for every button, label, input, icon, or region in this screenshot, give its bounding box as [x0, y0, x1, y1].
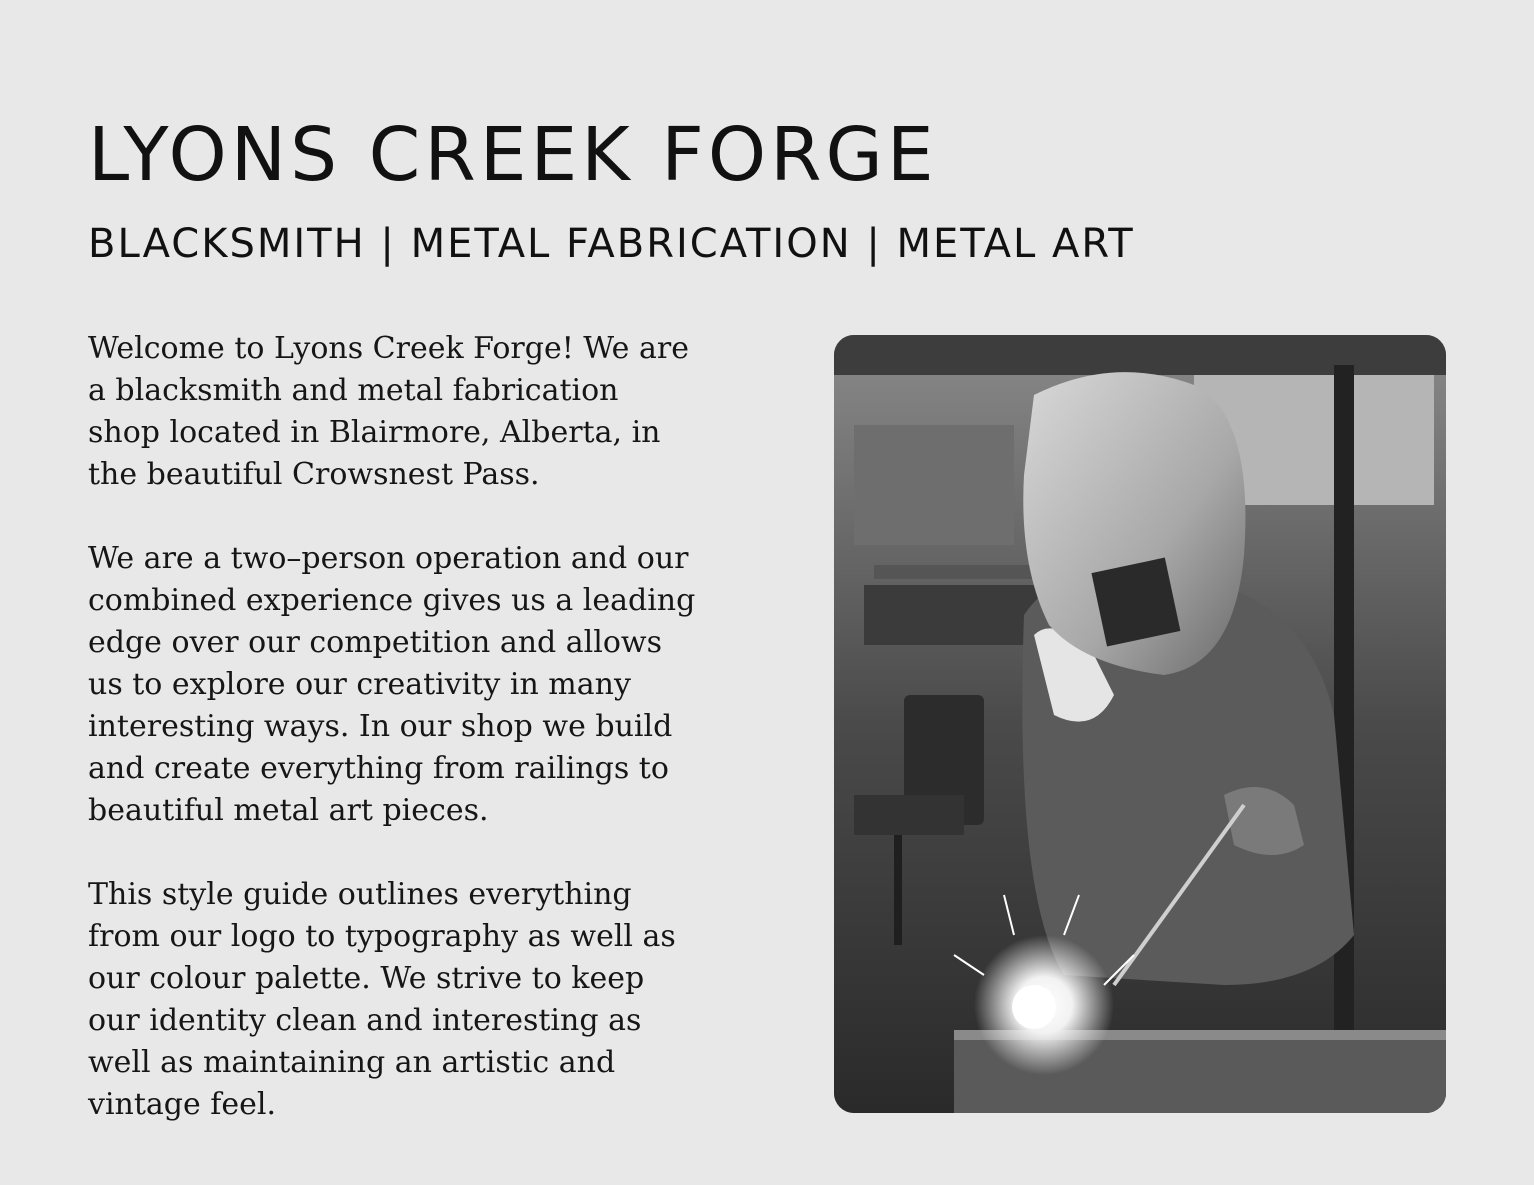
page-title: LYONS CREEK FORGE [88, 112, 938, 198]
page-subtitle: BLACKSMITH | METAL FABRICATION | METAL ART [88, 221, 1135, 267]
intro-text [88, 328, 698, 1168]
intro-paragraph: This style guide outlines everything from our logo to typography as well as our colour palette. We strive to keep our identity clean and interesting as well as maintaining an artistic and vintage feel. [88, 877, 676, 1122]
welder-photo-illustration [834, 335, 1446, 1113]
intro-paragraph: We are a two–person operation and our combined experience gives us a leading edge over our competition and allows us to explore our creativity in many interesting ways. In our shop we build and create everything from railings to beautiful metal art pieces. [88, 541, 696, 828]
welder-photo [834, 335, 1446, 1113]
intro-paragraph: Welcome to Lyons Creek Forge! We are a blacksmith and metal fabrication shop located in Blairmore, Alberta, in the beautiful Crowsnest Pass. [88, 331, 689, 492]
